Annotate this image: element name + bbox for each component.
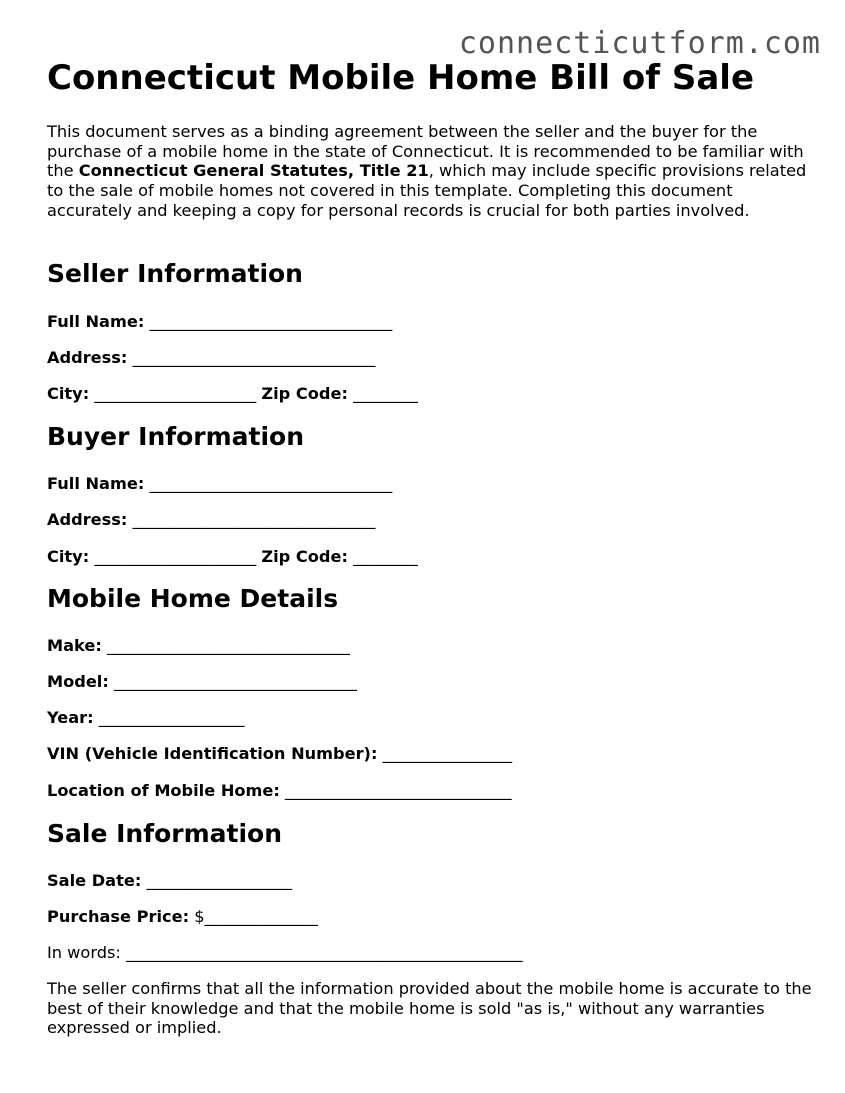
sale-date-field[interactable] xyxy=(47,871,292,890)
seller-full-name-field[interactable] xyxy=(47,312,392,331)
purchase-price-field[interactable] xyxy=(47,907,318,926)
seller-address-label: Address: xyxy=(47,348,128,367)
make-label: Make: xyxy=(47,636,102,655)
buyer-heading: Buyer Information xyxy=(47,422,305,451)
sale-date-label: Sale Date: xyxy=(47,871,142,890)
buyer-city-blank[interactable]: ____________________ xyxy=(89,547,262,566)
year-label: Year: xyxy=(47,708,94,727)
buyer-full-name-field[interactable] xyxy=(47,474,392,493)
statute-reference: Connecticut General Statutes, Title 21 xyxy=(78,161,429,181)
location-label: Location of Mobile Home: xyxy=(47,781,280,800)
vin-field[interactable] xyxy=(47,744,512,763)
buyer-city-zip-field[interactable] xyxy=(47,547,418,566)
sale-heading: Sale Information xyxy=(47,819,282,848)
location-field[interactable] xyxy=(47,781,512,800)
buyer-address-blank[interactable]: ______________________________ xyxy=(127,510,376,529)
buyer-zip-label: Zip Code: xyxy=(261,547,348,566)
seller-city-label: City: xyxy=(47,384,90,403)
model-label: Model: xyxy=(47,672,109,691)
closing-statement: The seller confirms that all the information provided about the mobile home is accurate to the best of their knowledge and that the mobile home is sold "as is," without any warranties expressed or implied. xyxy=(47,979,812,1038)
buyer-address-label: Address: xyxy=(47,510,128,529)
home-details-heading: Mobile Home Details xyxy=(47,584,339,613)
year-blank[interactable]: __________________ xyxy=(93,708,245,727)
intro-text-start: This document serves as a binding agreement between the seller and the buyer for the purchase of a mobile home in the state of Connecticut. It is recommended to be familiar with the xyxy=(47,122,804,181)
buyer-zip-blank[interactable]: ________ xyxy=(347,547,418,566)
seller-address-blank[interactable]: ______________________________ xyxy=(127,348,376,367)
purchase-price-label: Purchase Price: xyxy=(47,907,190,926)
seller-full-name-blank[interactable]: ______________________________ xyxy=(144,312,393,331)
buyer-city-label: City: xyxy=(47,547,90,566)
buyer-full-name-label: Full Name: xyxy=(47,474,145,493)
intro-paragraph xyxy=(47,122,817,221)
document-title: Connecticut Mobile Home Bill of Sale xyxy=(47,58,755,98)
seller-zip-label: Zip Code: xyxy=(261,384,348,403)
vin-blank[interactable]: ________________ xyxy=(377,744,513,763)
vin-label: VIN (Vehicle Identification Number): xyxy=(47,744,378,763)
price-in-words-blank[interactable]: _________________________________________________ xyxy=(120,943,523,962)
seller-heading: Seller Information xyxy=(47,259,303,288)
make-blank[interactable]: ______________________________ xyxy=(101,636,350,655)
seller-city-zip-field[interactable] xyxy=(47,384,418,403)
purchase-price-blank[interactable]: $______________ xyxy=(189,907,318,926)
buyer-full-name-blank[interactable]: ______________________________ xyxy=(144,474,393,493)
seller-address-field[interactable] xyxy=(47,348,375,367)
price-in-words-label: In words: xyxy=(47,943,121,962)
price-in-words-field[interactable] xyxy=(47,943,523,962)
make-field[interactable] xyxy=(47,636,350,655)
year-field[interactable] xyxy=(47,708,244,727)
buyer-address-field[interactable] xyxy=(47,510,375,529)
seller-full-name-label: Full Name: xyxy=(47,312,145,331)
seller-city-blank[interactable]: ____________________ xyxy=(89,384,262,403)
site-watermark: connecticutform.com xyxy=(458,26,821,61)
model-field[interactable] xyxy=(47,672,357,691)
model-blank[interactable]: ______________________________ xyxy=(108,672,357,691)
location-blank[interactable]: ____________________________ xyxy=(279,781,512,800)
intro-text-end: , which may include specific provisions related to the sale of mobile homes not covered in this template. Completing this document accurately and keeping a copy for personal records is crucial for both parties involved. xyxy=(47,161,807,220)
sale-date-blank[interactable]: __________________ xyxy=(141,871,293,890)
seller-zip-blank[interactable]: ________ xyxy=(347,384,418,403)
